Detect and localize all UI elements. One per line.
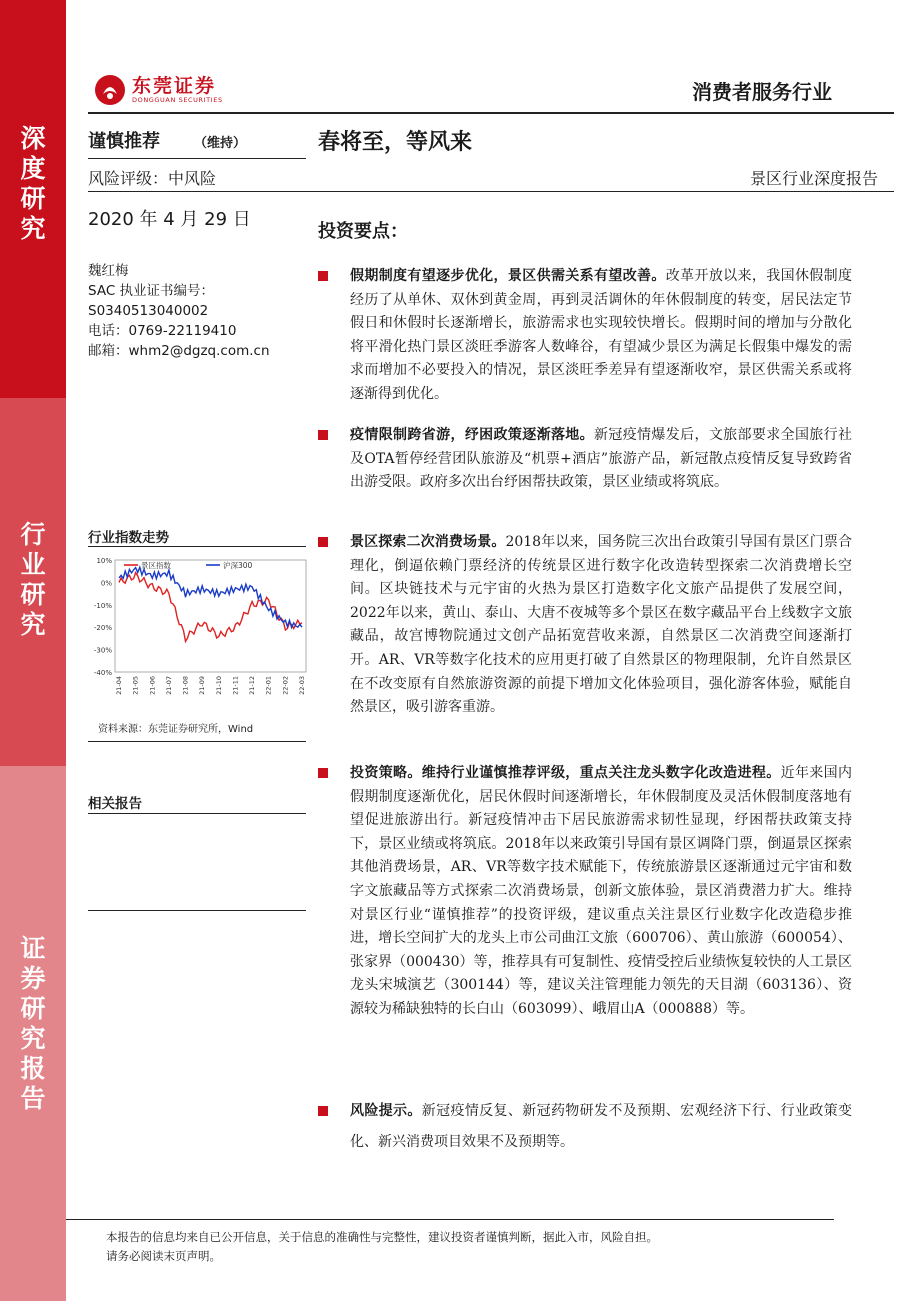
chart-x-tick-label: 21-09 — [198, 676, 207, 695]
chart-legend-label: 景区指数 — [141, 561, 171, 570]
investment-highlights-heading: 投资要点： — [318, 221, 408, 242]
index-trend-chart — [88, 550, 310, 710]
chart-x-tick-label: 21-06 — [148, 676, 157, 695]
rating-note: （维持） — [194, 136, 247, 151]
chart-x-tick-label: 21-07 — [164, 676, 173, 695]
chart-y-tick-label: -30% — [93, 646, 112, 655]
chart-x-tick-label: 22-03 — [298, 676, 306, 695]
chart-x-tick-label: 21-08 — [181, 676, 190, 695]
bullet-square-icon — [318, 768, 328, 778]
bullet-text: 新冠疫情爆发后，文旅部要求全国旅行社及OTA暂停经营团队旅游及“机票+酒店”旅游产品，新冠散点疫情反复导致跨省出游受限。政府多次出台纾困帮扶政策，景区业绩或将筑底。 — [350, 427, 852, 491]
bullet-lead: 风险提示。 — [350, 1103, 422, 1119]
rating-divider — [88, 158, 306, 159]
sidebar-segment-depth — [0, 0, 66, 398]
chart-y-tick-label: 0% — [100, 579, 112, 588]
bullet-risk — [318, 1100, 852, 1158]
bullet-lead: 景区探索二次消费场景。 — [350, 534, 506, 550]
bullet-epidemic — [318, 424, 852, 495]
report-type: 景区行业深度报告 — [749, 169, 878, 188]
chart-series-line-csi300 — [119, 567, 302, 627]
chart-source: 资料来源：东莞证券研究所，Wind — [98, 724, 254, 735]
report-date: 2020 年 4 月 29 日 — [88, 209, 251, 230]
logo-mark-icon — [94, 74, 126, 106]
chart-x-tick-label: 22-01 — [264, 676, 273, 695]
brand-logo — [94, 74, 223, 106]
related-bottom-divider — [88, 910, 306, 911]
bullet-lead: 投资策略。维持行业谨慎推荐评级，重点关注龙头数字化改造进程。 — [350, 765, 781, 781]
bullet-secondary-consumption — [318, 531, 852, 720]
rating: 谨慎推荐 — [88, 131, 160, 152]
bullet-text: 2018年以来，国务院三次出台政策引导国有景区门票合理化，倒逼依赖门票经济的传统景区进行数字化改造转型探索二次消费增长空间。区块链技术与元宇宙的火热为景区打造数字化文旅产品提供了发展空间，2022年以来，黄山、泰山、大唐不夜城等多个景区在数字藏品平台上线数字文旅藏品，故宫博物院通过文创产品拓宽营收来源，自然景区二次消费空间逐渐打开。AR、VR等数字化技术的应用更打破了自然景区的物理限制，允许自然景区在不改变原有自然旅游资源的前提下增加文化体验项目，强化游客体验，赋能自然景区，吸引游客重游。 — [350, 534, 852, 716]
chart-y-tick-label: -40% — [93, 669, 112, 677]
bullet-text: 近年来国内假期制度逐渐优化，居民休假时间逐渐增长，年休假制度及灵活休假制度落地有望促进旅游出行。新冠疫情冲击下居民旅游需求韧性显现，纾困帮扶政策支持下，景区业绩或将筑底。2018年以来政策引导国有景区调降门票，倒逼景区探索其他消费场景，AR、VR等数字技术赋能下，传统旅游景区逐渐通过元宇宙和数字文旅藏品等方式探索二次消费场景，创新文旅体验，景区消费潜力扩大。维持对景区行业“谨慎推荐”的投资评级，建议重点关注景区行业数字化改造稳步推进，增长空间扩大的龙头上市公司曲江文旅（600706）、黄山旅游（600054）、张家界（000430）等，推荐具有可复制性、疫情受控后业绩恢复较快的人工景区龙头宋城演艺（300144）等，建议关注管理能力领先的天目湖（603136）、资源较为稀缺独特的长白山（603099）、峨眉山A（000888）等。 — [350, 765, 853, 1017]
footer-divider — [66, 1219, 834, 1220]
sidebar-label-securities: 证券研究报告 — [20, 934, 46, 1113]
industry-title: 消费者服务行业 — [692, 80, 832, 104]
sidebar-label-depth: 深度研究 — [20, 124, 46, 243]
bullet-square-icon — [318, 537, 328, 547]
chart-svg — [88, 550, 310, 710]
bullet-text: 新冠疫情反复、新冠药物研发不及预期、宏观经济下行、行业政策变化、新兴消费项目效果不及预期等。 — [350, 1103, 852, 1150]
chart-title: 行业指数走势 — [88, 530, 169, 546]
chart-title-divider — [88, 546, 306, 547]
sidebar-label-industry: 行业研究 — [20, 520, 46, 639]
side-strip — [0, 0, 66, 1301]
analyst-cert-label: SAC 执业证书编号： — [88, 283, 215, 299]
chart-x-tick-label: 21-11 — [231, 676, 240, 695]
header-divider — [88, 112, 894, 114]
chart-bottom-divider — [88, 741, 306, 742]
chart-y-tick-label: -10% — [93, 601, 112, 610]
bullet-lead: 疫情限制跨省游，纾困政策逐渐落地。 — [350, 427, 594, 443]
risk-level: 风险评级：中风险 — [88, 169, 217, 188]
bullet-text: 改革开放以来，我国休假制度经历了从单休、双休到黄金周，再到灵活调休的年休假制度的转变，居民法定节假日和休假时长逐渐增长，旅游需求也实现较快增长。假期时间的增加与分散化将平滑化热门景区淡旺季游客人数峰谷，有望减少景区为满足长假集中爆发的需求而增加不必要投入的情况，景区淡旺季差异有望逐渐收窄，景区供需关系或将逐渐得到优化。 — [350, 268, 853, 402]
chart-x-tick-label: 21-10 — [214, 676, 223, 695]
chart-x-tick-label: 21-12 — [248, 676, 257, 695]
bullet-square-icon — [318, 1106, 328, 1116]
chart-x-tick-label: 21-04 — [115, 676, 123, 695]
chart-x-tick-label: 22-02 — [281, 676, 290, 695]
bullet-square-icon — [318, 430, 328, 440]
related-reports-title: 相关报告 — [88, 796, 142, 812]
footer-line-2: 请务必阅读末页声明。 — [106, 1249, 221, 1263]
analyst-info — [88, 261, 270, 361]
bullet-square-icon — [318, 271, 328, 281]
footer-line-1: 本报告的信息均来自已公开信息，关于信息的准确性与完整性，建议投资者谨慎判断，据此入市，风险自担。 — [106, 1230, 658, 1244]
bullet-lead: 假期制度有望逐步优化，景区供需关系有望改善。 — [350, 268, 666, 284]
related-divider — [88, 813, 306, 814]
chart-y-tick-label: -20% — [93, 624, 112, 633]
footer-disclaimer — [106, 1228, 658, 1266]
analyst-name: 魏红梅 — [88, 263, 129, 279]
chart-legend-label: 沪深300 — [223, 561, 253, 570]
bullet-strategy — [318, 762, 852, 1022]
chart-series-line-scenic-index — [119, 573, 302, 642]
chart-y-tick-label: 10% — [96, 557, 112, 565]
analyst-email[interactable]: 邮箱：whm2@dgzq.com.cn — [88, 343, 270, 359]
title-divider — [88, 191, 894, 192]
sidebar-segment-industry — [0, 398, 66, 766]
report-title: 春将至，等风来 — [318, 130, 473, 155]
analyst-phone: 电话：0769-22119410 — [88, 323, 237, 339]
analyst-cert-no: S0340513040002 — [88, 303, 209, 319]
brand-name-en: DONGGUAN SECURITIES — [132, 95, 223, 104]
bullet-holiday-policy — [318, 265, 852, 407]
chart-x-tick-label: 21-05 — [131, 676, 140, 695]
sidebar-segment-securities — [0, 766, 66, 1301]
brand-name-cn: 东莞证券 — [132, 74, 217, 97]
